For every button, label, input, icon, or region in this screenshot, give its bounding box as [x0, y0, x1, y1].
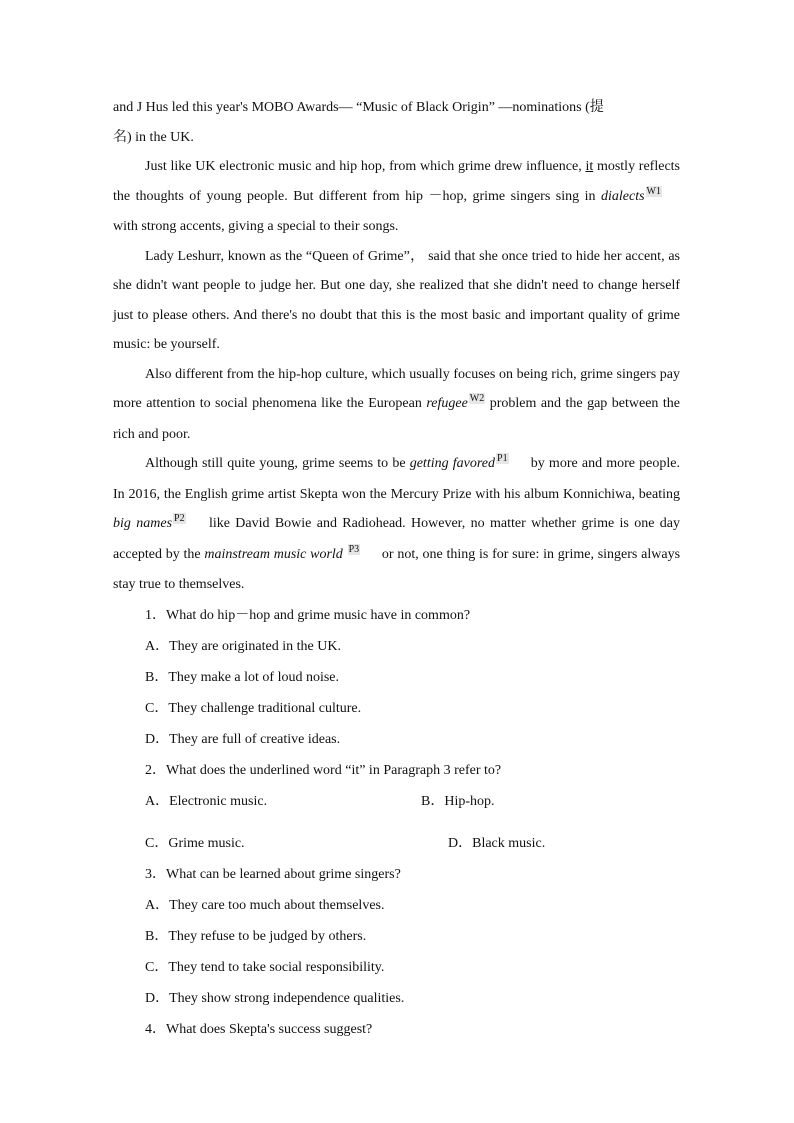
question-1-option-a[interactable]: A．They are originated in the UK.	[145, 638, 341, 654]
question-3-stem: 3．What can be learned about grime singers?	[145, 866, 401, 882]
paragraph-electronic	[113, 152, 680, 242]
footnote-marker-w1: W1	[646, 185, 661, 197]
footnote-marker-p3: P3	[348, 543, 360, 555]
question-3-option-b[interactable]: B．They refuse to be judged by others.	[145, 928, 367, 944]
underlined-it: it	[585, 159, 594, 174]
question-2-options-row-1	[113, 786, 680, 828]
phrase-big-names: big names	[113, 516, 173, 531]
question-2-options-row-2	[113, 828, 680, 859]
word-dialects: dialects	[601, 188, 645, 204]
question-2-stem: 2．What does the underlined word “it” in Paragraph 3 refer to?	[145, 762, 502, 778]
footnote-marker-w2: W2	[469, 393, 485, 404]
paragraph-text: or not, one thing is for sure: in grime, singers always stay true to themselves.	[113, 546, 681, 592]
question-2-option-b[interactable]: B．Hip-hop.	[421, 793, 495, 809]
question-1-option-d[interactable]: D．They are full of creative ideas.	[145, 731, 341, 747]
paragraph-text: with strong accents, giving a special to their songs.	[113, 219, 399, 234]
paragraph-text: by more and more people. In 2016, the English grime artist Skepta won the Mercury Prize with his album Konnichiwa, beating	[113, 456, 681, 502]
question-3-option-a[interactable]: A．They care too much about themselves.	[145, 897, 385, 913]
question-1-stem: 1．What do hip－hop and grime music have in common?	[145, 607, 471, 623]
footnote-marker-p1: P1	[497, 453, 508, 464]
paragraph-text: mostly reflects the thoughts of young people. But different from hip －hop, grime singers sing in	[113, 159, 680, 204]
paragraph-text: like David Bowie and Radiohead. However, no matter whether grime is one day accepted by the	[113, 516, 680, 562]
question-1-option-b[interactable]: B．They make a lot of loud noise.	[145, 669, 340, 685]
paragraph-text: Although still quite young, grime seems to be	[145, 456, 406, 471]
question-2-option-c[interactable]: C．Grime music.	[145, 835, 245, 851]
word-refugee: refugee	[426, 396, 468, 411]
intro-line-2: 名) in the UK.	[113, 129, 194, 145]
question-3-option-c[interactable]: C．They tend to take social responsibility.	[145, 959, 385, 975]
question-2-option-d[interactable]: D．Black music.	[448, 835, 546, 851]
paragraph-text: Also different from the hip-hop culture, which usually focuses on being rich, grime singers pay more attention to social phenomena like the European	[113, 366, 680, 411]
paragraph-text: problem and the gap between the rich and poor.	[113, 396, 680, 442]
paragraph-text: Just like UK electronic music and hip hop, from which grime drew influence,	[145, 159, 582, 174]
question-1-option-c[interactable]: C．They challenge traditional culture.	[145, 700, 362, 716]
paragraph-intro	[113, 93, 680, 152]
question-4-stem: 4．What does Skepta's success suggest?	[145, 1021, 373, 1037]
intro-line-1: and J Hus led this year's MOBO Awards— “Music of Black Origin” —nominations (提	[113, 100, 604, 115]
paragraph-skepta	[113, 449, 680, 600]
footnote-marker-p2: P2	[174, 513, 185, 524]
phrase-mainstream-music-world: mainstream music world	[204, 546, 343, 562]
question-3-option-d[interactable]: D．They show strong independence qualities.	[145, 990, 405, 1006]
question-2-option-a[interactable]: A．Electronic music.	[145, 793, 268, 809]
phrase-getting-favored: getting favored	[409, 456, 496, 471]
paragraph-text: Lady Leshurr, known as the “Queen of Grime”， said that she once tried to hide her accent, as she didn't want people to judge her. But one day, she realized that she didn't need to change herself just to please others. And there's no doubt that this is the most basic and important quality of grime music: be yourself.	[113, 248, 680, 352]
document-body	[113, 93, 680, 1045]
paragraph-social	[113, 360, 680, 450]
paragraph-leshurr	[113, 242, 680, 360]
